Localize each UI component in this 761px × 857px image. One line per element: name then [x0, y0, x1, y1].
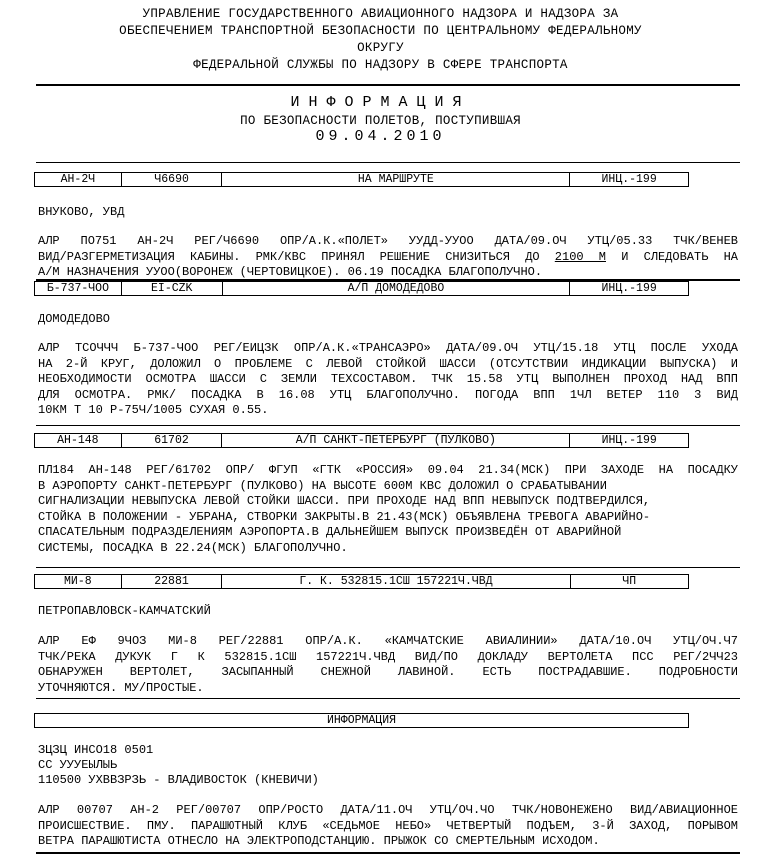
address-line: ЗЦЗЦ ИНСО18 0501: [38, 743, 154, 757]
doc-subtitle: ПО БЕЗОПАСНОСТИ ПОЛЕТОВ, ПОСТУПИВШАЯ: [240, 114, 521, 128]
text-line: СИГНАЛИЗАЦИИ НЕВЫПУСКА ЛЕВОЙ СТОЙКИ ШАССИ. ПРИ ПРОХОДЕ НАД ВПП НЕВЫПУСК ПОДТВЕРДИЛСЯ,: [38, 494, 651, 508]
incident-location: А/П САНКТ-ПЕТЕРБУРГ (ПУЛКОВО): [222, 434, 570, 448]
incident-code: ИНЦ.-199: [570, 434, 689, 448]
incident-divider: [36, 425, 740, 426]
bottom-divider: [36, 852, 740, 854]
aircraft-type: АН-148: [35, 434, 122, 448]
doc-date: 09.04.2010: [315, 128, 446, 145]
text-line: АЛР 00707 АН-2 РЕГ/00707 ОПР/РОСТО ДАТА/11.ОЧ УТЦ/ОЧ.ЧО ТЧК/НОВОНЕЖЕНО ВИД/АВИАЦИОННОЕ: [38, 803, 738, 817]
text-line: УТОЧНЯЮТСЯ. МУ/ПРОСТЫЕ.: [38, 680, 204, 695]
text-line: НЕОБХОДИМОСТИ ОСМОТРА ШАССИ С ЗЕМЛИ ТЕХСОСТАВОМ. ТЧК 15.58 УТЦ ВЫПОЛНЕН ПРОХОД НАД ВПП: [38, 372, 738, 386]
aircraft-reg: 61702: [121, 434, 222, 448]
org-line-3: ОКРУГУ: [357, 41, 404, 55]
aircraft-reg: EI-CZK: [121, 282, 222, 296]
altitude-value: 2100 М: [554, 249, 606, 264]
incident-divider: [36, 698, 740, 699]
incident-text: [38, 463, 738, 556]
text-line: СИСТЕМЫ, ПОСАДКА В 22.24(МСК) БЛАГОПОЛУЧНО.: [38, 540, 348, 555]
info-bar: [34, 713, 689, 728]
incident-place: ВНУКОВО, УВД: [38, 205, 125, 219]
incident-place: ПЕТРОПАВЛОВСК-КАМЧАТСКИЙ: [38, 604, 211, 618]
text-line: АЛР ТСОЧЧЧ Б-737-ЧОО РЕГ/ЕИЦЗК ОПР/А.К.«ТРАНСАЭРО» ДАТА/09.ОЧ УТЦ/15.18 УТЦ ПОСЛЕ УХОДА: [38, 341, 738, 355]
incident-place: ДОМОДЕДОВО: [38, 312, 111, 326]
text-line: А/М НАЗНАЧЕНИЯ УУОО(ВОРОНЕЖ (ЧЕРТОВИЦКОЕ). 06.19 ПОСАДКА БЛАГОПОЛУЧНО.: [38, 265, 543, 279]
text-line: ОБНАРУЖЕН ВЕРТОЛЕТ, ЗАСЫПАННЫЙ СНЕЖНОЙ ЛАВИНОЙ. ЕСТЬ ПОСТРАДАВШИЕ. ПОДРОБНОСТИ: [38, 665, 738, 679]
incident-bar: [34, 281, 689, 296]
org-line-1: УПРАВЛЕНИЕ ГОСУДАРСТВЕННОГО АВИАЦИОННОГО НАДЗОРА И НАДЗОРА ЗА: [142, 7, 619, 21]
text-line: СПАСАТЕЛЬНЫМ ПОДРАЗДЕЛЕНИЯМ АЭРОПОРТА.В ДАЛЬНЕЙШЕМ ВЫПУСК ПРОИЗВЕДЁН ОТ АВАРИЙНОЙ: [38, 525, 622, 539]
text-line: НА 2-Й КРУГ, ДОЛОЖИЛ О ПРОБЛЕМЕ С ЛЕВОЙ СТОЙКОЙ ШАССИ (ОТСУТСТВИИ ИНДИКАЦИИ ВЫПУСКА) И: [38, 356, 738, 371]
incident-code: ЧП: [570, 575, 688, 589]
incident-code: ИНЦ.-199: [570, 173, 689, 187]
text-line: ВИД/РАЗГЕРМЕТИЗАЦИЯ КАБИНЫ. РМК/КВС ПРИНЯЛ РЕШЕНИЕ СНИЗИТЬСЯ ДО 2100 М И СЛЕДОВАТЬ НА: [38, 249, 738, 264]
aircraft-type: Б-737-ЧОО: [35, 282, 122, 296]
aircraft-type: МИ-8: [35, 575, 122, 589]
text-line: ДЛЯ ОСМОТРА. РМК/ ПОСАДКА В 16.08 УТЦ БЛАГОПОЛУЧНО. ПОГОДА ВПП 1ЧЛ ВЕТЕР 110 3 ВИД: [38, 387, 738, 402]
incident-location: НА МАРШРУТЕ: [222, 173, 570, 187]
org-line-2: ОБЕСПЕЧЕНИЕМ ТРАНСПОРТНОЙ БЕЗОПАСНОСТИ ПО ЦЕНТРАЛЬНОМУ ФЕДЕРАЛЬНОМУ: [119, 24, 642, 38]
text-line: АЛР ПО751 АН-2Ч РЕГ/Ч6690 ОПР/А.К.«ПОЛЕТ» УУДД-УУОО ДАТА/09.ОЧ УТЦ/05.33 ТЧК/ВЕНЕВ: [38, 234, 738, 248]
incident-text: [38, 341, 738, 419]
incident-bar: [34, 433, 689, 448]
incident-location: А/П ДОМОДЕДОВО: [222, 282, 570, 296]
text-line: 10КМ Т 10 Р-75Ч/1005 СУХАЯ 0.55.: [38, 403, 269, 417]
header-divider: [36, 84, 740, 86]
incident-location: Г. К. 532815.1СШ 157221Ч.ЧВД: [222, 575, 570, 589]
aircraft-reg: 22881: [121, 575, 222, 589]
info-text: [38, 803, 738, 850]
incident-code: ИНЦ.-199: [570, 282, 689, 296]
incident-divider: [36, 567, 740, 568]
incident-bar: [34, 172, 689, 187]
aircraft-reg: Ч6690: [121, 173, 222, 187]
text-line: ПРОИСШЕСТВИЕ. ПМУ. ПАРАШЮТНЫЙ КЛУБ «СЕДЬМОЕ НЕБО» ЧЕТВЕРТЫЙ ПОДЪЕМ, 3-Й ЗАХОД, ПОРЫВОМ: [38, 818, 738, 833]
incident-bar: [34, 574, 689, 589]
address-line: СС УУУЕЫЛЫЬ: [38, 758, 118, 772]
text-line: ВЕТРА ПАРАШЮТИСТА ОТНЕСЛО НА ЭЛЕКТРОПОДСТАНЦИЮ. ПРЫЖОК СО СМЕРТЕЛЬНЫМ ИСХОДОМ.: [38, 834, 600, 848]
text-line: В АЭРОПОРТУ САНКТ-ПЕТЕРБУРГ (ПУЛКОВО) НА ВЫСОТЕ 600М КВС ДОЛОЖИЛ О СРАБАТЫВАНИИ: [38, 478, 607, 493]
doc-title: ИНФОРМАЦИЯ: [290, 94, 471, 111]
text-line: СТОЙКА В ПОЛОЖЕНИИ - УБРАНА, СТВОРКИ ЗАКРЫТЫ.В 21.43(МСК) ОБЪЯВЛЕНА ТРЕВОГА АВАРИЙНО-: [38, 509, 651, 524]
org-line-4: ФЕДЕРАЛЬНОЙ СЛУЖБЫ ПО НАДЗОРУ В СФЕРЕ ТРАНСПОРТА: [193, 58, 568, 72]
text-line: ТЧК/РЕКА ДУКУК Г К 532815.1СШ 157221Ч.ЧВД ВИД/ПО ДОКЛАДУ ВЕРТОЛЕТА ПСС РЕГ/2ЧЧ23: [38, 649, 738, 664]
info-address: [38, 743, 319, 788]
info-title: ИНФОРМАЦИЯ: [35, 714, 689, 728]
aircraft-type: АН-2Ч: [35, 173, 122, 187]
incident-text: [38, 634, 738, 696]
text-line: АЛР ЕФ 9ЧОЗ МИ-8 РЕГ/22881 ОПР/А.К. «КАМЧАТСКИЕ АВИАЛИНИИ» ДАТА/10.ОЧ УТЦ/ОЧ.Ч7: [38, 634, 738, 648]
address-line: 110500 УХВВЗРЗЬ - ВЛАДИВОСТОК (КНЕВИЧИ): [38, 773, 319, 787]
text-line: ПЛ184 АН-148 РЕГ/61702 ОПР/ ФГУП «ГТК «РОССИЯ» 09.04 21.34(МСК) ПРИ ЗАХОДЕ НА ПОСАДКУ: [38, 463, 738, 477]
header: [0, 6, 761, 74]
title-divider: [36, 162, 740, 163]
incident-text: [38, 234, 738, 281]
